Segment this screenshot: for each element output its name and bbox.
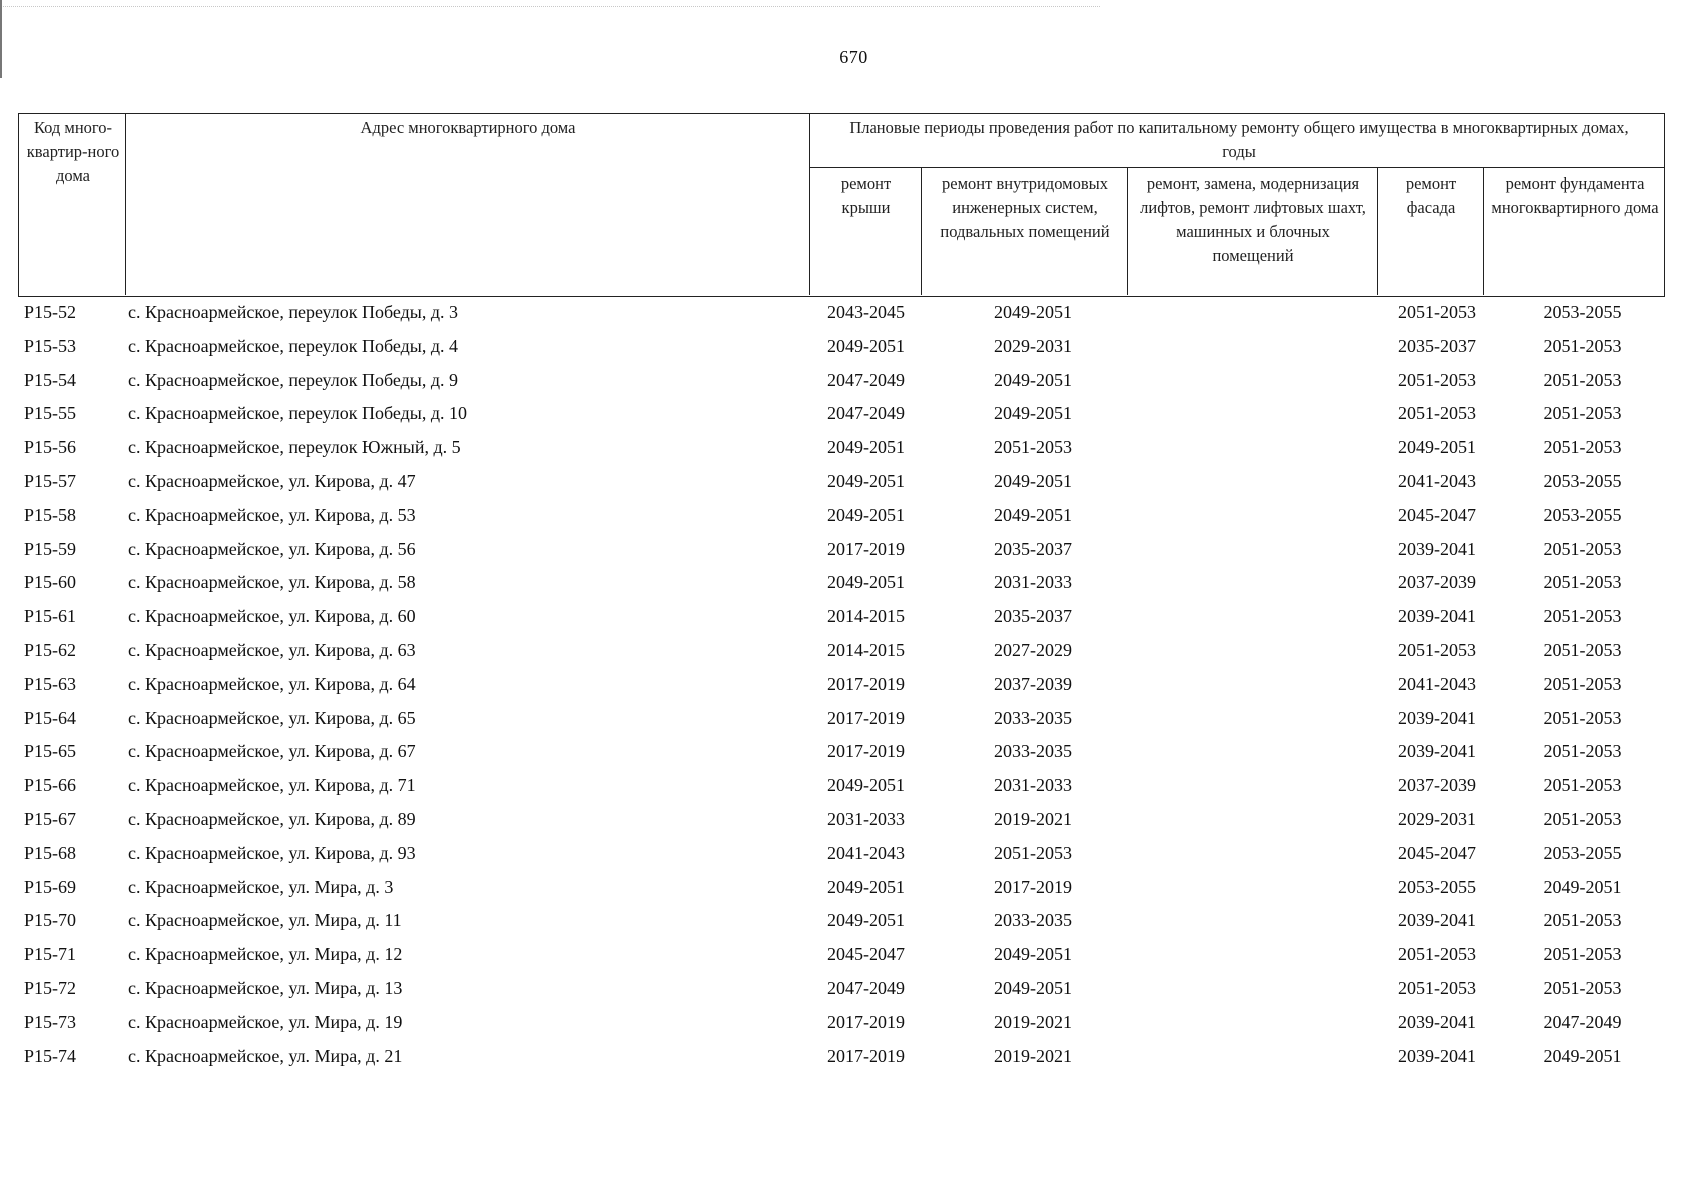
cell-code: Р15-66 bbox=[24, 775, 77, 796]
cell-foundation: 2051-2053 bbox=[1543, 403, 1622, 424]
cell-address: с. Красноармейское, ул. Кирова, д. 64 bbox=[128, 673, 416, 694]
cell-roof: 2049-2051 bbox=[827, 335, 905, 356]
cell-address: с. Красноармейское, ул. Кирова, д. 63 bbox=[128, 639, 416, 660]
cell-foundation: 2047-2049 bbox=[1543, 1011, 1622, 1032]
cell-foundation: 2053-2055 bbox=[1543, 842, 1622, 863]
cell-code: Р15-71 bbox=[24, 944, 77, 965]
cell-engineering: 2031-2033 bbox=[994, 572, 1072, 593]
cell-foundation: 2053-2055 bbox=[1543, 470, 1622, 491]
header-divider bbox=[125, 114, 126, 295]
cell-engineering: 2051-2053 bbox=[994, 842, 1072, 863]
cell-engineering: 2019-2021 bbox=[994, 1011, 1072, 1032]
cell-facade: 2051-2053 bbox=[1398, 369, 1476, 390]
cell-foundation: 2051-2053 bbox=[1543, 369, 1622, 390]
cell-code: Р15-56 bbox=[24, 437, 77, 458]
cell-foundation: 2051-2053 bbox=[1543, 741, 1622, 762]
header-code: Код много-квартир-ного дома bbox=[26, 118, 120, 185]
cell-foundation: 2051-2053 bbox=[1543, 606, 1622, 627]
cell-facade: 2045-2047 bbox=[1398, 842, 1476, 863]
cell-roof: 2049-2051 bbox=[827, 437, 905, 458]
cell-engineering: 2035-2037 bbox=[994, 538, 1072, 559]
cell-address: с. Красноармейское, переулок Победы, д. 10 bbox=[128, 403, 468, 424]
cell-roof: 2017-2019 bbox=[827, 538, 905, 559]
cell-roof: 2049-2051 bbox=[827, 504, 905, 525]
table-row bbox=[18, 703, 1665, 737]
table-row bbox=[18, 500, 1665, 534]
cell-code: Р15-64 bbox=[24, 707, 77, 728]
cell-foundation: 2051-2053 bbox=[1543, 910, 1622, 931]
cell-code: Р15-74 bbox=[24, 1045, 77, 1066]
table-row bbox=[18, 398, 1665, 432]
table-row bbox=[18, 838, 1665, 872]
cell-facade: 2049-2051 bbox=[1398, 437, 1476, 458]
cell-engineering: 2017-2019 bbox=[994, 876, 1072, 897]
table-row bbox=[18, 1041, 1665, 1075]
cell-roof: 2047-2049 bbox=[827, 369, 905, 390]
cell-foundation: 2051-2053 bbox=[1543, 775, 1622, 796]
cell-foundation: 2051-2053 bbox=[1543, 944, 1622, 965]
cell-engineering: 2019-2021 bbox=[994, 1045, 1072, 1066]
cell-facade: 2051-2053 bbox=[1398, 977, 1476, 998]
cell-engineering: 2049-2051 bbox=[994, 470, 1072, 491]
cell-foundation: 2051-2053 bbox=[1543, 977, 1622, 998]
cell-code: Р15-65 bbox=[24, 741, 77, 762]
table-row bbox=[18, 567, 1665, 601]
cell-facade: 2039-2041 bbox=[1398, 538, 1476, 559]
cell-facade: 2051-2053 bbox=[1398, 944, 1476, 965]
table-row bbox=[18, 669, 1665, 703]
cell-address: с. Красноармейское, ул. Кирова, д. 67 bbox=[128, 741, 416, 762]
cell-address: с. Красноармейское, ул. Кирова, д. 58 bbox=[128, 572, 416, 593]
cell-engineering: 2049-2051 bbox=[994, 403, 1072, 424]
cell-engineering: 2029-2031 bbox=[994, 335, 1072, 356]
table-row bbox=[18, 770, 1665, 804]
header-address: Адрес многоквартирного дома bbox=[360, 118, 576, 137]
cell-facade: 2039-2041 bbox=[1398, 707, 1476, 728]
cell-code: Р15-59 bbox=[24, 538, 77, 559]
cell-engineering: 2033-2035 bbox=[994, 910, 1072, 931]
cell-roof: 2031-2033 bbox=[827, 808, 905, 829]
scan-artifact-top bbox=[0, 6, 1100, 7]
cell-address: с. Красноармейское, ул. Мира, д. 11 bbox=[128, 910, 402, 931]
cell-engineering: 2031-2033 bbox=[994, 775, 1072, 796]
cell-code: Р15-54 bbox=[24, 369, 77, 390]
table-row bbox=[18, 905, 1665, 939]
cell-engineering: 2037-2039 bbox=[994, 673, 1072, 694]
cell-address: с. Красноармейское, ул. Кирова, д. 65 bbox=[128, 707, 416, 728]
cell-roof: 2041-2043 bbox=[827, 842, 905, 863]
cell-address: с. Красноармейское, ул. Кирова, д. 71 bbox=[128, 775, 416, 796]
cell-roof: 2049-2051 bbox=[827, 910, 905, 931]
table-row bbox=[18, 432, 1665, 466]
cell-address: с. Красноармейское, переулок Победы, д. 9 bbox=[128, 369, 459, 390]
table-row bbox=[18, 872, 1665, 906]
header-divider bbox=[1377, 167, 1378, 295]
cell-facade: 2039-2041 bbox=[1398, 910, 1476, 931]
cell-foundation: 2049-2051 bbox=[1543, 1045, 1622, 1066]
cell-code: Р15-60 bbox=[24, 572, 77, 593]
cell-address: с. Красноармейское, ул. Кирова, д. 56 bbox=[128, 538, 416, 559]
cell-address: с. Красноармейское, ул. Мира, д. 19 bbox=[128, 1011, 403, 1032]
cell-code: Р15-55 bbox=[24, 403, 77, 424]
cell-roof: 2017-2019 bbox=[827, 673, 905, 694]
table-row bbox=[18, 736, 1665, 770]
cell-facade: 2045-2047 bbox=[1398, 504, 1476, 525]
cell-engineering: 2035-2037 bbox=[994, 606, 1072, 627]
table-row bbox=[18, 973, 1665, 1007]
cell-address: с. Красноармейское, ул. Мира, д. 21 bbox=[128, 1045, 403, 1066]
cell-address: с. Красноармейское, переулок Победы, д. 3 bbox=[128, 302, 459, 322]
cell-foundation: 2051-2053 bbox=[1543, 538, 1622, 559]
table-header bbox=[18, 113, 1665, 297]
header-roof: ремонт крыши bbox=[840, 174, 892, 217]
cell-facade: 2029-2031 bbox=[1398, 808, 1476, 829]
cell-facade: 2039-2041 bbox=[1398, 606, 1476, 627]
table-row bbox=[18, 1007, 1665, 1041]
cell-address: с. Красноармейское, ул. Мира, д. 3 bbox=[128, 876, 394, 897]
cell-engineering: 2019-2021 bbox=[994, 808, 1072, 829]
cell-foundation: 2051-2053 bbox=[1543, 335, 1622, 356]
cell-code: Р15-62 bbox=[24, 639, 77, 660]
cell-address: с. Красноармейское, переулок Победы, д. 4 bbox=[128, 335, 459, 356]
cell-engineering: 2049-2051 bbox=[994, 302, 1072, 322]
cell-engineering: 2051-2053 bbox=[994, 437, 1072, 458]
cell-foundation: 2051-2053 bbox=[1543, 639, 1622, 660]
cell-roof: 2014-2015 bbox=[827, 606, 905, 627]
cell-code: Р15-69 bbox=[24, 876, 77, 897]
cell-roof: 2017-2019 bbox=[827, 1011, 905, 1032]
cell-foundation: 2053-2055 bbox=[1543, 504, 1622, 525]
table-body bbox=[18, 297, 1665, 1074]
cell-roof: 2047-2049 bbox=[827, 977, 905, 998]
page-number: 670 bbox=[839, 47, 868, 67]
cell-foundation: 2051-2053 bbox=[1543, 437, 1622, 458]
table-row bbox=[18, 939, 1665, 973]
table-row bbox=[18, 534, 1665, 568]
header-elevators: ремонт, замена, модернизация лифтов, ремонт лифтовых шахт, машинных и блочных помещений bbox=[1140, 174, 1366, 265]
header-engineering: ремонт внутридомовых инженерных систем, подвальных помещений bbox=[940, 174, 1110, 241]
cell-code: Р15-57 bbox=[24, 470, 77, 491]
cell-facade: 2051-2053 bbox=[1398, 639, 1476, 660]
cell-roof: 2043-2045 bbox=[827, 302, 905, 322]
cell-facade: 2039-2041 bbox=[1398, 1011, 1476, 1032]
cell-roof: 2049-2051 bbox=[827, 876, 905, 897]
table-row bbox=[18, 297, 1665, 331]
header-foundation: ремонт фундамента многоквартирного дома bbox=[1491, 174, 1659, 217]
cell-facade: 2051-2053 bbox=[1398, 302, 1476, 322]
cell-engineering: 2049-2051 bbox=[994, 944, 1072, 965]
cell-foundation: 2053-2055 bbox=[1543, 302, 1622, 322]
cell-facade: 2037-2039 bbox=[1398, 775, 1476, 796]
cell-foundation: 2049-2051 bbox=[1543, 876, 1622, 897]
cell-engineering: 2027-2029 bbox=[994, 639, 1072, 660]
header-divider bbox=[921, 167, 922, 295]
table-row bbox=[18, 466, 1665, 500]
cell-facade: 2041-2043 bbox=[1398, 673, 1476, 694]
cell-foundation: 2051-2053 bbox=[1543, 707, 1622, 728]
header-periods-group: Плановые периоды проведения работ по капитальному ремонту общего имущества в многоквартирных домах, годы bbox=[849, 118, 1629, 161]
cell-engineering: 2049-2051 bbox=[994, 504, 1072, 525]
cell-facade: 2037-2039 bbox=[1398, 572, 1476, 593]
cell-code: Р15-52 bbox=[24, 302, 77, 322]
cell-roof: 2017-2019 bbox=[827, 1045, 905, 1066]
header-facade: ремонт фасада bbox=[1405, 174, 1457, 217]
cell-facade: 2041-2043 bbox=[1398, 470, 1476, 491]
cell-foundation: 2051-2053 bbox=[1543, 808, 1622, 829]
cell-facade: 2039-2041 bbox=[1398, 1045, 1476, 1066]
cell-roof: 2017-2019 bbox=[827, 741, 905, 762]
table-row bbox=[18, 635, 1665, 669]
cell-code: Р15-72 bbox=[24, 977, 77, 998]
cell-code: Р15-58 bbox=[24, 504, 77, 525]
cell-address: с. Красноармейское, ул. Кирова, д. 53 bbox=[128, 504, 416, 525]
cell-code: Р15-68 bbox=[24, 842, 77, 863]
header-divider bbox=[809, 167, 1665, 168]
cell-engineering: 2033-2035 bbox=[994, 707, 1072, 728]
cell-roof: 2045-2047 bbox=[827, 944, 905, 965]
cell-engineering: 2033-2035 bbox=[994, 741, 1072, 762]
cell-address: с. Красноармейское, ул. Мира, д. 13 bbox=[128, 977, 403, 998]
cell-facade: 2053-2055 bbox=[1398, 876, 1476, 897]
cell-code: Р15-63 bbox=[24, 673, 77, 694]
cell-foundation: 2051-2053 bbox=[1543, 673, 1622, 694]
cell-code: Р15-53 bbox=[24, 335, 77, 356]
cell-address: с. Красноармейское, ул. Кирова, д. 89 bbox=[128, 808, 416, 829]
cell-facade: 2035-2037 bbox=[1398, 335, 1476, 356]
header-divider bbox=[809, 114, 810, 295]
header-divider bbox=[1483, 167, 1484, 295]
cell-roof: 2014-2015 bbox=[827, 639, 905, 660]
cell-code: Р15-61 bbox=[24, 606, 77, 627]
cell-roof: 2049-2051 bbox=[827, 572, 905, 593]
cell-code: Р15-70 bbox=[24, 910, 77, 931]
cell-facade: 2039-2041 bbox=[1398, 741, 1476, 762]
table-row bbox=[18, 804, 1665, 838]
header-divider bbox=[1127, 167, 1128, 295]
cell-engineering: 2049-2051 bbox=[994, 369, 1072, 390]
table-row bbox=[18, 601, 1665, 635]
cell-facade: 2051-2053 bbox=[1398, 403, 1476, 424]
cell-code: Р15-73 bbox=[24, 1011, 77, 1032]
cell-foundation: 2051-2053 bbox=[1543, 572, 1622, 593]
cell-address: с. Красноармейское, ул. Кирова, д. 93 bbox=[128, 842, 416, 863]
cell-address: с. Красноармейское, ул. Кирова, д. 47 bbox=[128, 470, 416, 491]
table-row bbox=[18, 365, 1665, 399]
cell-address: с. Красноармейское, ул. Мира, д. 12 bbox=[128, 944, 403, 965]
cell-roof: 2017-2019 bbox=[827, 707, 905, 728]
cell-code: Р15-67 bbox=[24, 808, 77, 829]
table-row bbox=[18, 331, 1665, 365]
cell-address: с. Красноармейское, переулок Южный, д. 5 bbox=[128, 437, 461, 458]
cell-roof: 2049-2051 bbox=[827, 470, 905, 491]
cell-roof: 2047-2049 bbox=[827, 403, 905, 424]
cell-roof: 2049-2051 bbox=[827, 775, 905, 796]
cell-engineering: 2049-2051 bbox=[994, 977, 1072, 998]
cell-address: с. Красноармейское, ул. Кирова, д. 60 bbox=[128, 606, 416, 627]
